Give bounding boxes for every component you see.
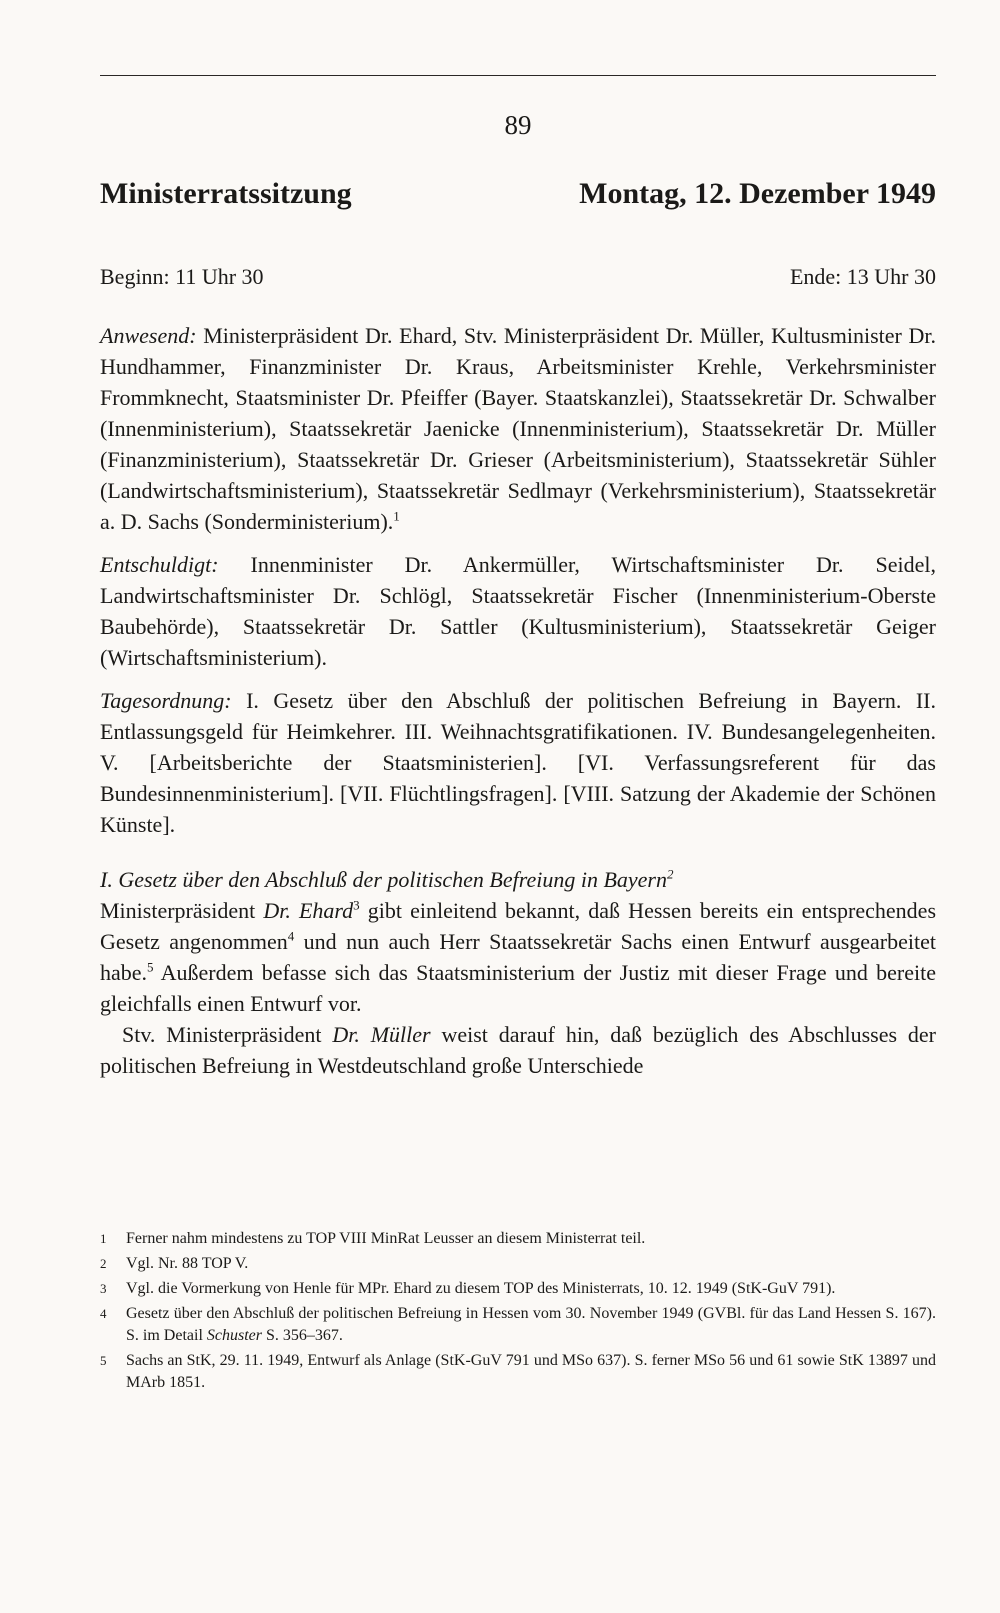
footnote-ref: 3 [353,897,360,913]
paragraph-1: Ministerpräsident Dr. Ehard$^3$ gibt einleitend bekannt, daß Hessen bereits ein entsprechendes Gesetz angenommen$^4$ und nun auch Herr Staatssekretär Sachs einen Entwurf ausgearbeitet habe.$^5$ Außerdem befasse sich das Staatsministerium der Justiz mit dieser Frage und bereite gleichfalls einen Entwurf vor. [100,897,937,1016]
footnote-ref: 5 [147,959,154,975]
session-header [100,177,936,211]
session-times [100,264,936,290]
session-date: Montag, 12. Dezember 1949 [579,177,936,210]
footnote-number: 3 [100,1281,107,1296]
agenda-label: Tagesordnung: [100,688,232,713]
document-body [100,320,936,1081]
page-number: 89 [504,110,532,140]
present-text: Ministerpräsident Dr. Ehard, Stv. Ministerpräsident Dr. Müller, Kultusminister Dr. Hundhammer, Finanzminister Dr. Kraus, Arbeitsminister Krehle, Verkehrsminister Frommknecht, Staatsminister Dr. Pfeiffer (Bayer. Staatskanzlei), Staatssekretär Dr. Schwalber (Innenministerium), Staatssekretär Jaenicke (Innenministerium), Staatssekretär Dr. Müller (Finanzministerium), Staatssekretär Dr. Grieser (Arbeitsministerium), Staatssekretär Sühler (Landwirtschaftsministerium), Staatssekretär Sedlmayr (Verkehrsministerium), Staatssekretär a. D. Sachs (Sonderministerium). [100,323,937,534]
footnote [100,1228,936,1250]
header-rule [100,75,936,76]
footnote [100,1350,936,1394]
session-title: Ministerratssitzung [100,177,352,210]
footnote-ref: 4 [287,928,295,944]
footnotes [100,1228,936,1397]
excused-text: Innenminister Dr. Ankermüller, Wirtschaftsminister Dr. Seidel, Landwirtschaftsminister Dr. Schlögl, Staatssekretär Fischer (Innenministerium-Oberste Baubehörde), Staatssekretär Dr. Sattler (Kultusministerium), Staatssekretär Geiger (Wirtschaftsministerium). [100,552,936,670]
footnote [100,1303,936,1347]
footnote-ref: 2 [667,866,674,882]
begin-time: Beginn: 11 Uhr 30 [100,264,264,289]
agenda [100,685,936,840]
footnote-text: Sachs an StK, 29. 11. 1949, Entwurf als Anlage (StK-GuV 791 und MSo 637). S. ferner MSo 56 und 61 sowie StK 13897 und MArb 1851. [126,1352,936,1391]
paragraph-2: Stv. Ministerpräsident Dr. Müller weist darauf hin, daß bezüglich des Abschlusses der politischen Befreiung in Westdeutschland große Unterschiede [100,1022,937,1078]
present-label: Anwesend: [100,323,197,348]
excused-label: Entschuldigt: [100,552,219,577]
speaker-name: Dr. Müller [332,1022,431,1047]
footnote-text: Ferner nahm mindestens zu TOP VIII MinRat Leusser an diesem Ministerrat teil. [126,1230,646,1247]
end-time: Ende: 13 Uhr 30 [789,264,936,289]
footnote-ref: 1 [393,508,400,524]
attendance-present [100,320,936,537]
section-heading: I. Gesetz über den Abschluß der politischen Befreiung in Bayern$^2$ [100,866,674,892]
footnote-number: 2 [100,1256,107,1271]
cited-author: Schuster [206,1327,262,1344]
footnote [100,1278,936,1300]
agenda-text: I. Gesetz über den Abschluß der politischen Befreiung in Bayern. II. Entlassungsgeld für Heimkehrer. III. Weihnachtsgratifikationen. IV. Bundesangelegenheiten. V. [Arbeitsberichte der Staatsministerien]. [VI. Verfassungsreferent für das Bundesinnenministerium]. [VII. Flüchtlingsfragen]. [VIII. Satzung der Akademie der Schönen Künste]. [100,688,937,837]
footnote-number: 5 [100,1353,107,1368]
attendance-excused [100,549,936,673]
footnote-text: Vgl. die Vormerkung von Henle für MPr. Ehard zu diesem TOP des Ministerrats, 10. 12. 1949 (StK-GuV 791). [126,1280,836,1297]
speaker-name: Dr. Ehard [263,898,354,923]
footnote-number: 4 [100,1306,107,1321]
footnote-text: Vgl. Nr. 88 TOP V. [126,1255,249,1272]
footnote-number: 1 [100,1231,107,1246]
footnote-text: Gesetz über den Abschluß der politischen Befreiung in Hessen vom 30. November 1949 (GVBl. für das Land Hessen S. 167). S. im Detail Schuster S. 356–367. [126,1305,936,1344]
footnote [100,1253,936,1275]
